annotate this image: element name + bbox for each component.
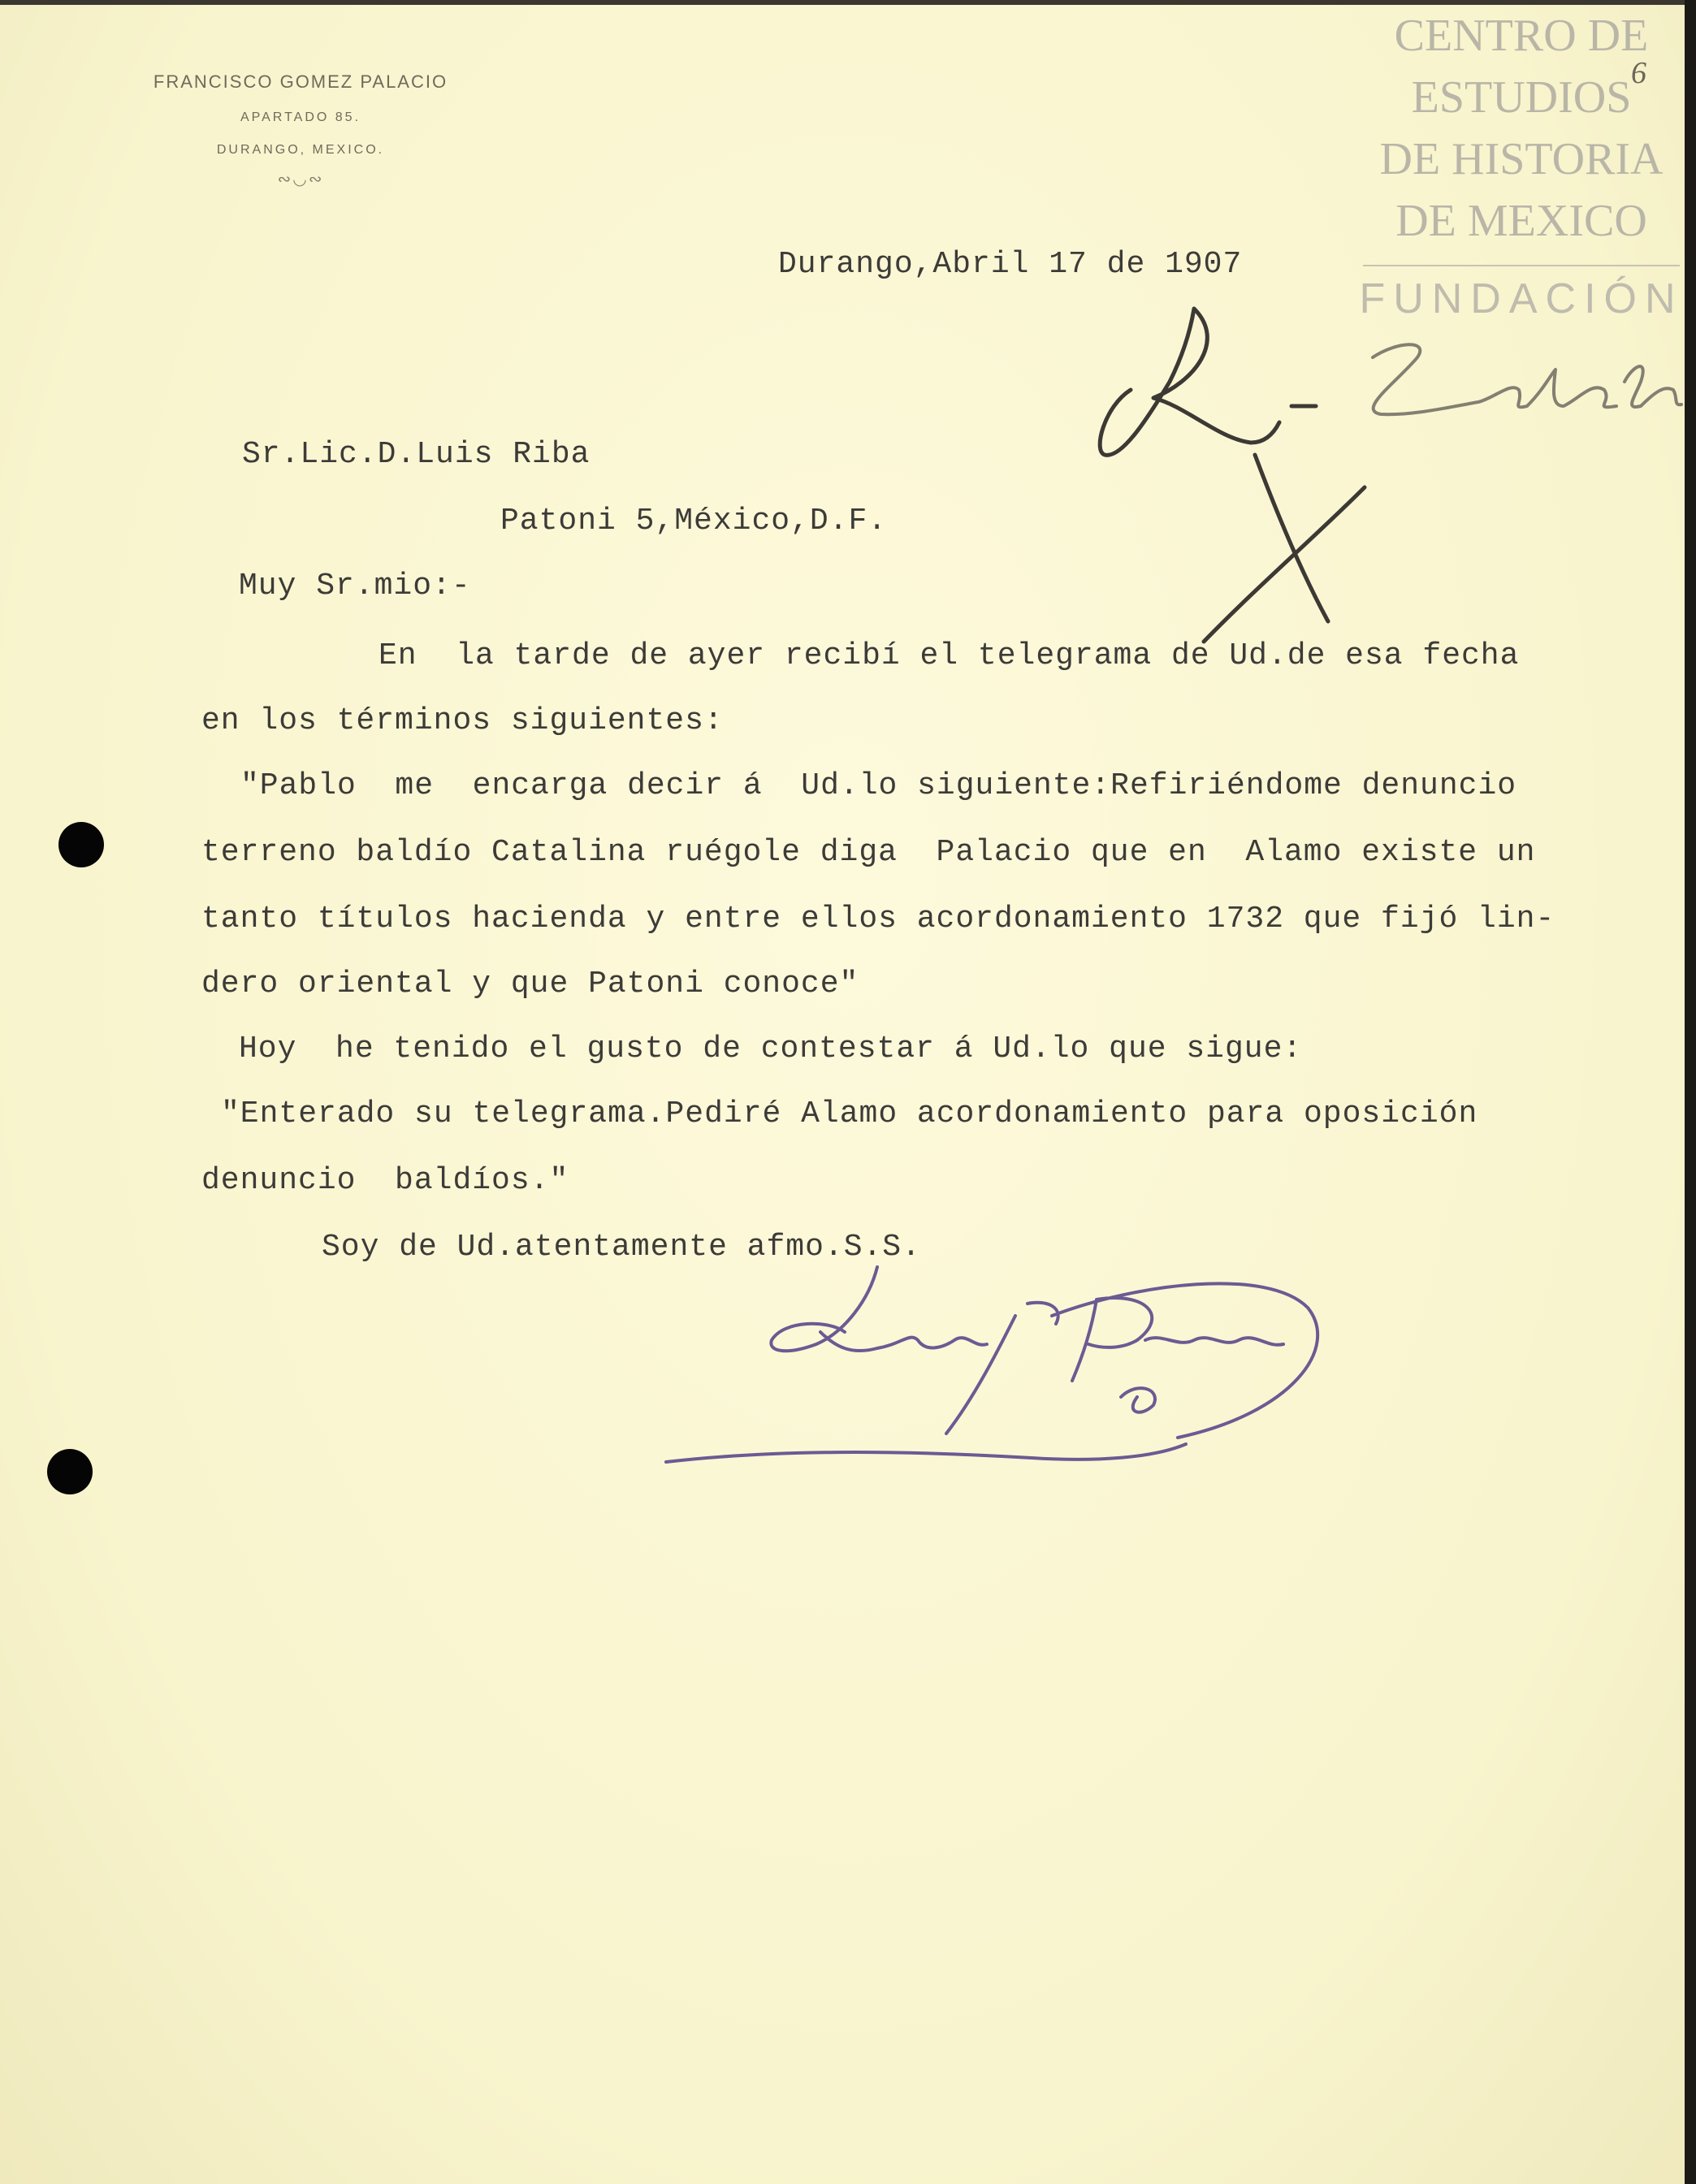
watermark-signature [1373, 344, 1681, 414]
watermark-rule [1363, 265, 1680, 266]
signature [666, 1267, 1317, 1462]
watermark-line-4: DE MEXICO [1395, 196, 1647, 246]
letter-salutation: Muy Sr.mio:- [239, 569, 471, 603]
letterhead-city: DURANGO, MEXICO. [216, 143, 385, 157]
letter-closing: Soy de Ud.atentamente afmo.S.S. [322, 1230, 921, 1265]
letterhead-ornament: ∾◡∾ [277, 171, 324, 188]
quote2-line-1: "Enterado su telegrama.Pediré Alamo acordonamiento para oposición [221, 1096, 1478, 1131]
body-line-2: en los términos siguientes: [201, 703, 724, 738]
letter-date: Durango,Abril 17 de 1907 [778, 247, 1243, 282]
watermark-fundacion: FUNDACIÓN [1359, 275, 1684, 322]
letterhead-name: FRANCISCO GOMEZ PALACIO [153, 71, 448, 92]
letterhead-address: APARTADO 85. [240, 110, 361, 124]
letterhead [122, 71, 479, 189]
page-number: 6 [1631, 56, 1646, 90]
archive-watermark [1358, 5, 1685, 323]
letter-address: Patoni 5,México,D.F. [500, 504, 888, 538]
quote1-line-2: terreno baldío Catalina ruégole diga Palacio que en Alamo existe un [201, 835, 1536, 870]
quote1-line-3: tanto títulos hacienda y entre ellos acordonamiento 1732 que fijó lin- [201, 902, 1555, 936]
quote2-line-2: denuncio baldíos." [201, 1163, 569, 1198]
quote1-line-4: dero oriental y que Patoni conoce" [201, 967, 859, 1001]
letter-recipient: Sr.Lic.D.Luis Riba [242, 437, 591, 472]
scan-edge-right [1685, 0, 1696, 2184]
body-line-3: Hoy he tenido el gusto de contestar á Ud.lo que sigue: [239, 1031, 1303, 1066]
annotation-x-stroke-1 [1255, 455, 1328, 621]
watermark-line-3: DE HISTORIA [1379, 134, 1664, 184]
punch-hole-lower [47, 1449, 93, 1494]
body-line-1: En la tarde de ayer recibí el telegrama de Ud.de esa fecha [379, 638, 1520, 673]
watermark-line-2: ESTUDIOS [1411, 72, 1632, 123]
watermark-line-1: CENTRO DE [1394, 11, 1649, 61]
annotation-x-stroke-2 [1204, 487, 1365, 642]
quote1-line-1: "Pablo me encarga decir á Ud.lo siguiente:Refiriéndome denuncio [240, 768, 1517, 803]
punch-hole-upper [58, 822, 104, 867]
annotation-initial-r [1100, 309, 1279, 455]
